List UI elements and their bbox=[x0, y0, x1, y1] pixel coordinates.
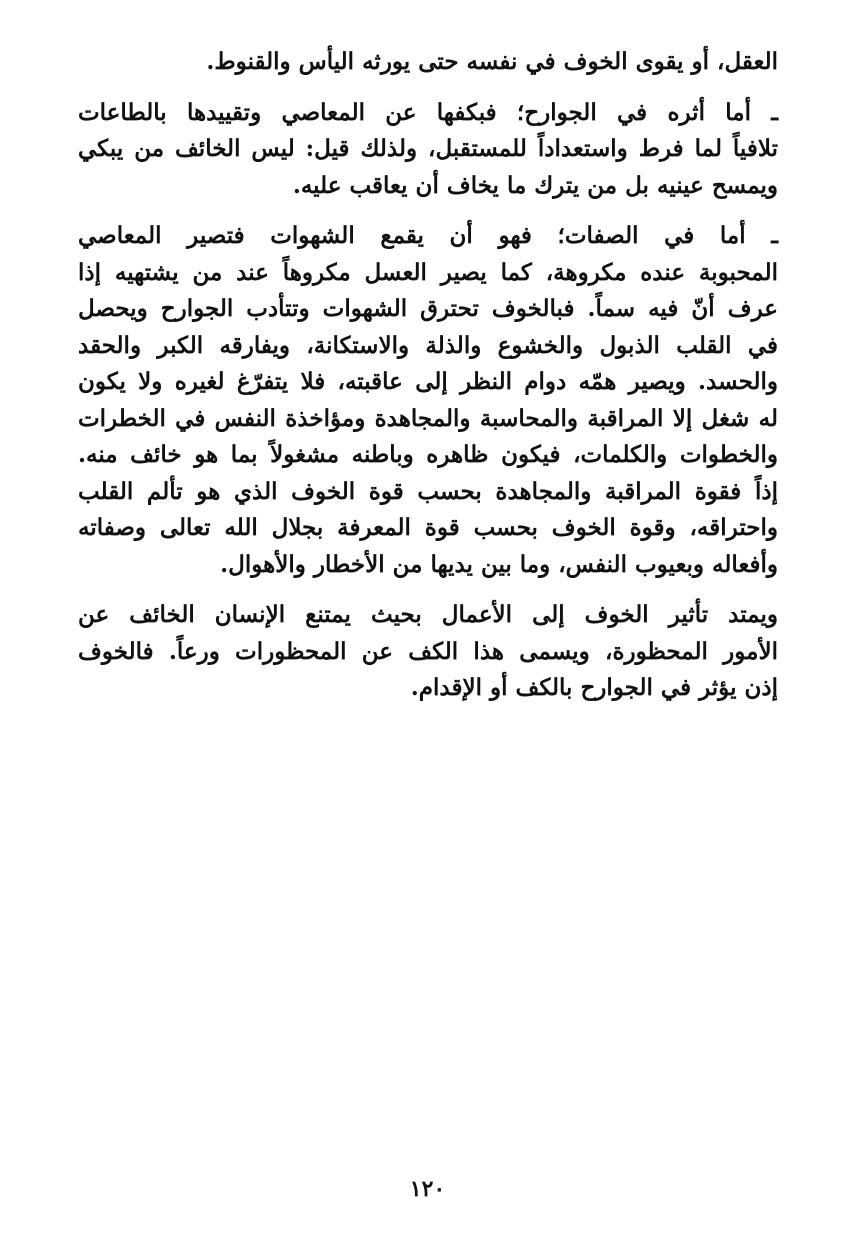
text-line: واحتراقه، وقوة الخوف بحسب قوة المعرفة بجلال الله تعالى وصفاته bbox=[78, 514, 778, 541]
text-line: في القلب الذبول والخشوع والذلة والاستكانة، ويفارقه الكبر والحقد bbox=[78, 331, 778, 359]
body-text bbox=[78, 44, 778, 707]
text-line: عرف أنّ فيه سماً. فبالخوف تحترق الشهوات وتتأدب الجوارح ويحصل bbox=[78, 295, 778, 322]
text-line: المحبوبة عنده مكروهة، كما يصير العسل مكروهاً عند من يشتهيه إذا bbox=[78, 258, 778, 286]
paragraph-2 bbox=[78, 95, 778, 205]
page-number: ١٢٠ bbox=[409, 1176, 446, 1202]
text-line: ويمسح عينيه بل من يترك ما يخاف أن يعاقب عليه. bbox=[292, 171, 778, 199]
text-line: والخطوات والكلمات، فيكون ظاهره وباطنه مشغولاً بما هو خائف منه. bbox=[78, 441, 778, 468]
text-line: ويمتد تأثير الخوف إلى الأعمال بحيث يمتنع الإنسان الخائف عن bbox=[78, 601, 778, 628]
text-line: ـ أما أثره في الجوارح؛ فبكفها عن المعاصي وتقييدها بالطاعات bbox=[78, 98, 778, 126]
text-line: والحسد. ويصير همّه دوام النظر إلى عاقبته، فلا يتفرّغ لغيره ولا يكون bbox=[78, 368, 778, 395]
text-line: وأفعاله وبعيوب النفس، وما بين يديها من الأخطار والأهوال. bbox=[220, 550, 778, 578]
text-line: إذن يؤثر في الجوارح بالكف أو الإقدام. bbox=[410, 674, 778, 701]
paragraph-1 bbox=[78, 44, 778, 81]
text-line: تلافياً لما فرط واستعداداً للمستقبل، ولذلك قيل: ليس الخائف من يبكي bbox=[78, 135, 778, 162]
paragraph-3 bbox=[78, 218, 778, 583]
text-line: العقل، أو يقوى الخوف في نفسه حتى يورثه اليأس والقنوط. bbox=[206, 48, 778, 75]
text-line: له شغل إلا المراقبة والمحاسبة والمجاهدة ومؤاخذة النفس في الخطرات bbox=[78, 404, 778, 432]
text-line: إذاً فقوة المراقبة والمجاهدة بحسب قوة الخوف الذي هو تألم القلب bbox=[78, 477, 778, 505]
paragraph-4 bbox=[78, 597, 778, 707]
text-line: الأمور المحظورة، ويسمى هذا الكف عن المحظورات ورعاً. فالخوف bbox=[78, 637, 778, 665]
text-line: ـ أما في الصفات؛ فهو أن يقمع الشهوات فتصير المعاصي bbox=[78, 222, 778, 249]
